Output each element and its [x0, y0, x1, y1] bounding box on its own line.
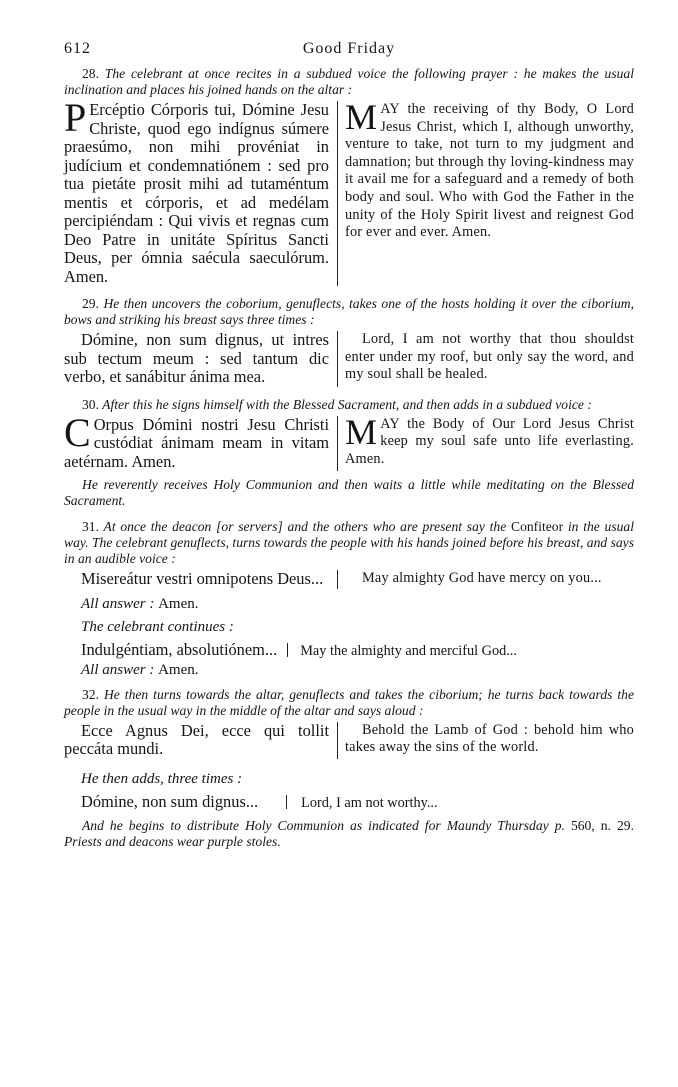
rubric-text: He then uncovers the coborium, genuflects, takes one of the hosts holding it over the ciborium, bows and striking his breast says three times : [64, 296, 635, 327]
section-number: 30. [82, 396, 99, 412]
all-answer-1 [81, 596, 634, 613]
drop-cap: P [64, 95, 87, 140]
drop-cap: M [345, 97, 378, 137]
rubric-30-after: He reverently receives Holy Communion and then waits a little while meditating on the Blessed Sacrament. [64, 477, 634, 508]
english-text [338, 97, 634, 242]
drop-cap: C [64, 409, 91, 455]
rubric-text: The celebrant at once recites in a subdued voice the following prayer : he makes the usual inclination and places his joined hands on the altar : [64, 66, 634, 97]
english-text: Behold the Lamb of God : behold him who takes away the sins of the world. [345, 721, 634, 756]
prayer-31b [81, 640, 634, 660]
latin-text: Dómine, non sum dignus, ut intres sub tectum meum : sed tantum dic verbo, et sanábitur ánima mea. [64, 331, 338, 387]
all-answer-2 [81, 662, 634, 679]
rubric-text-a: And he begins to distribute Holy Communion as indicated for Maundy Thursday p. [82, 817, 565, 833]
celebrant-continues: The celebrant continues : [81, 618, 234, 635]
prayer-30 [64, 409, 634, 472]
english-text [338, 411, 634, 469]
section-number: 31. [82, 519, 99, 534]
page-title: Good Friday [302, 40, 396, 57]
response-label: All answer : [81, 595, 155, 612]
rubric-28 [64, 66, 634, 98]
section-number: 28. [82, 66, 99, 81]
response-text: Amen. [158, 661, 199, 678]
rubric-32 [64, 687, 634, 719]
rubric-text: He then turns towards the altar, genuflects and takes the ciborium; he turns back towards the people in the usual way in the middle of the altar and says aloud : [64, 686, 634, 718]
rubric-text-b: Priests and deacons wear purple stoles. [64, 833, 281, 849]
latin-text [64, 95, 338, 286]
latin-text: Ecce Agnus Dei, ecce qui tollit peccáta mundi. [64, 722, 338, 759]
rubric-32-final [64, 818, 634, 850]
page [64, 40, 634, 850]
response-text: Amen. [158, 595, 199, 612]
rubric-29 [64, 296, 634, 328]
prayer-32 [64, 722, 634, 759]
latin-text: Misereátur vestri omnipotens Deus... [64, 570, 338, 589]
english-text: May almighty God have mercy on you... [362, 570, 602, 586]
rubric-text-a: At once the deacon [or servers] and the others who are present say the [103, 519, 507, 534]
celebrant-adds: He then adds, three times : [81, 770, 243, 787]
section-number: 29. [82, 296, 99, 311]
latin-body: Orpus Dómini nostri Jesu Christi custódiat ánimam meam in vitam aetérnam. Amen. [64, 414, 329, 471]
prayer-31 [64, 570, 634, 589]
english-body: AY the Body of Our Lord Jesus Christ keep my soul safe unto life everlasting. Amen. [345, 415, 634, 467]
running-header [64, 40, 634, 66]
rubric-text: After this he signs himself with the Blessed Sacrament, and then adds in a subdued voice : [102, 396, 592, 412]
confiteor-term: Confiteor [511, 519, 564, 534]
column-divider [287, 643, 288, 657]
prayer-32b [81, 792, 634, 812]
response-label: All answer : [81, 661, 155, 678]
page-number: 612 [64, 40, 91, 57]
column-divider [286, 795, 287, 809]
prayer-29 [64, 331, 634, 387]
rubric-text-b: in the usual way. The celebrant genuflects, turns towards the people with his hands joined before his breast, and says in an audible voice : [64, 519, 635, 566]
english-text: May the almighty and merciful God... [300, 642, 517, 659]
latin-text [64, 409, 338, 472]
english-text: Lord, I am not worthy that thou shouldst enter under my roof, but only say the word, and my soul shall be healed. [345, 331, 634, 383]
prayer-28 [64, 95, 634, 286]
latin-text: Indulgéntiam, absolutiónem... [81, 639, 278, 659]
english-text: Lord, I am not worthy... [301, 794, 438, 811]
english-body: AY the receiving of thy Body, O Lord Jesus Christ, which I, although unworthy, venture to take, not turn to my judgment and damnation; but through thy loving-kindness may it avail me for a safeguard and a remedy of both body and soul. Who with God the Father in the unity of the Holy Spirit livest and reignest God for ever and ever. Amen. [345, 101, 634, 241]
latin-text: Dómine, non sum dignus... [81, 791, 259, 811]
section-number: 32. [82, 686, 99, 702]
rubric-31 [64, 519, 634, 567]
page-reference: 560, n. 29. [570, 817, 634, 833]
rubric-30 [64, 397, 634, 413]
latin-body: Ercéptio Córporis tui, Dómine Jesu Christe, quod ego indígnus súmere praesúmo, non mihi provéniat in judícium et condemnatiónem : sed pro tua pietáte prosit mihi ad tutaméntum mentis et córporis, et ad medélam percipiéndam : Qui vivis et regnas cum Deo Patre in unitáte Spíritus Sancti Deus, per ómnia saécula saeculórum. Amen. [64, 100, 329, 286]
drop-cap: M [345, 411, 378, 452]
